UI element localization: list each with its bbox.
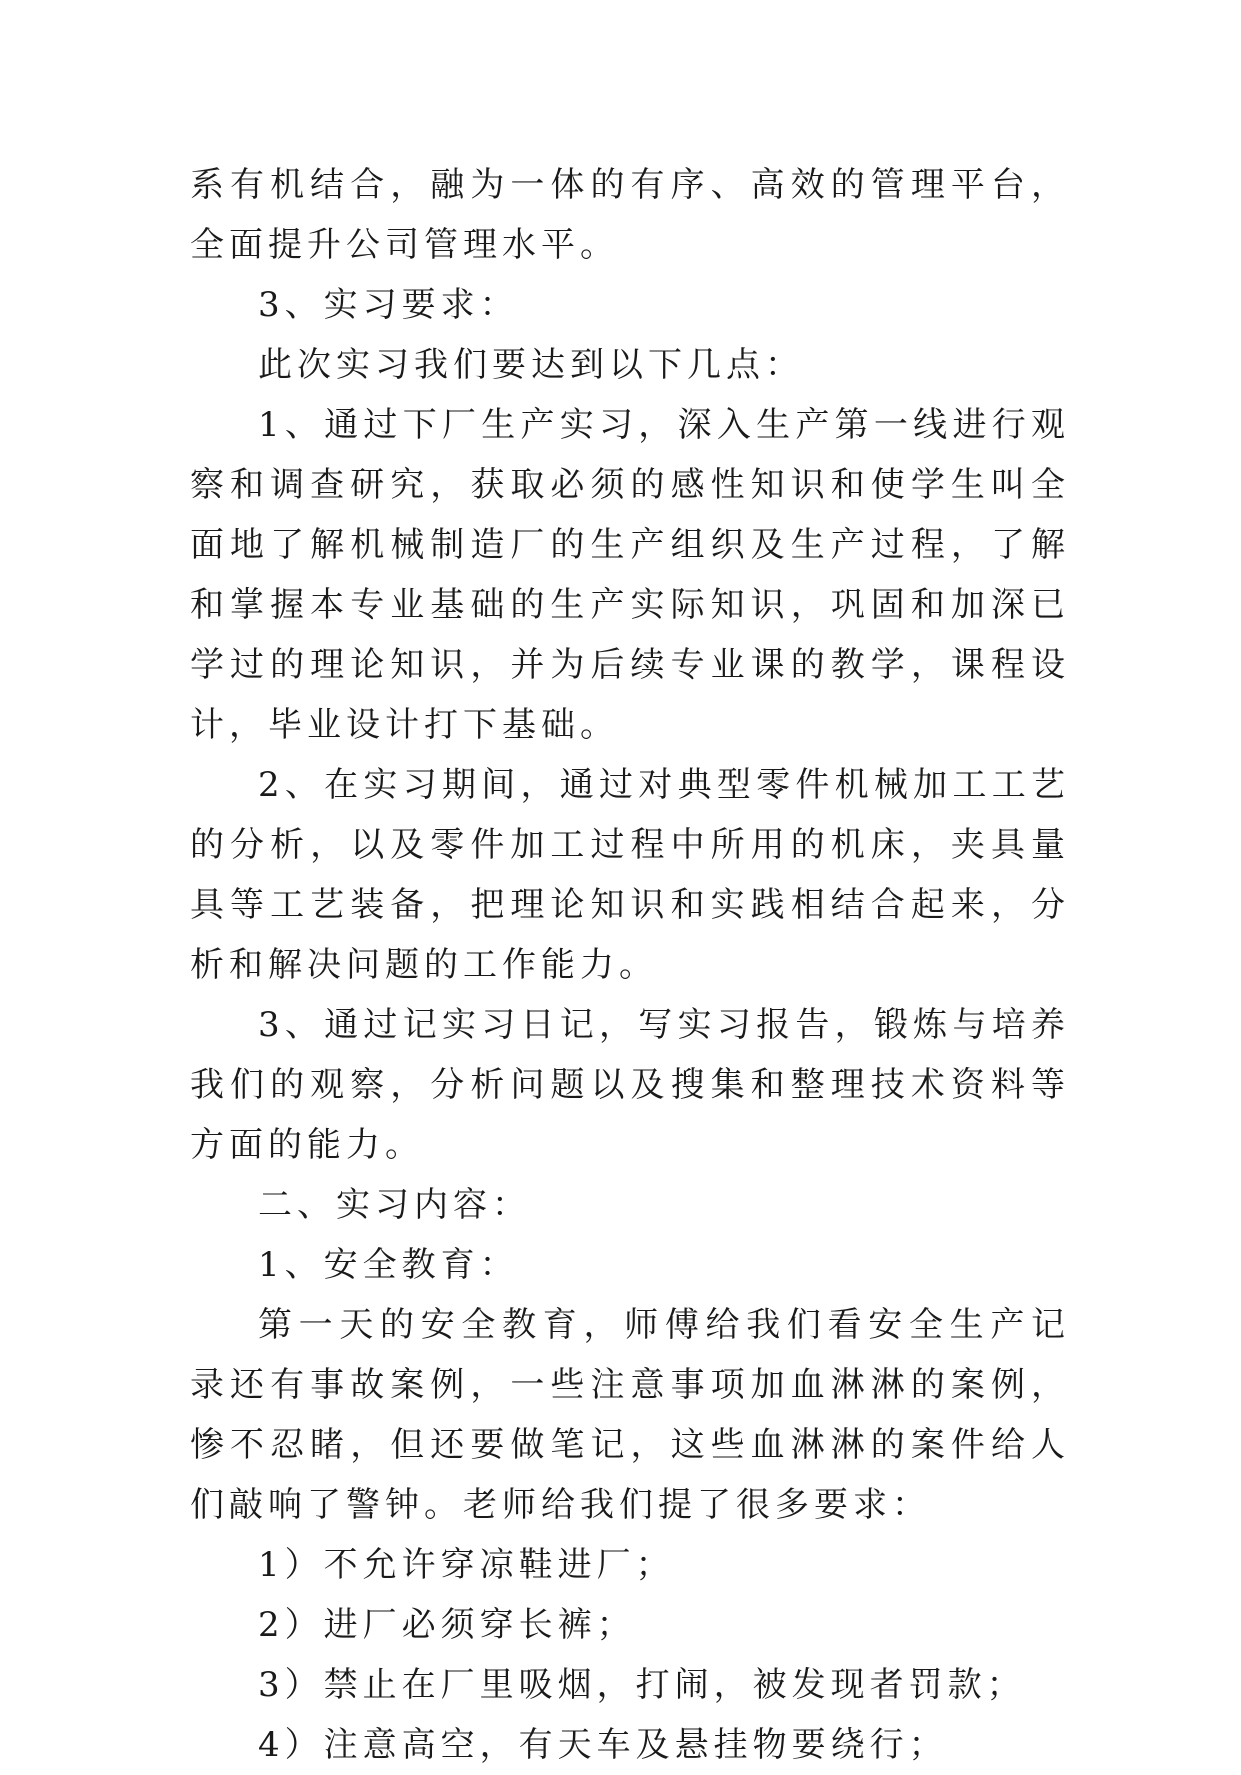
- list-item-rule-4: 4）注意高空，有天车及悬挂物要绕行；: [258, 1725, 948, 1765]
- document-body: [190, 155, 1070, 1775]
- list-item-rule-2: 2）进厂必须穿长裤；: [258, 1605, 636, 1645]
- paragraph-point-2: 2、在实习期间，通过对典型零件机械加工工艺的分析，以及零件加工过程中所用的机床，夹具量具等工艺装备，把理论知识和实践相结合起来，分析和解决问题的工作能力。: [190, 765, 1070, 985]
- list-item-rule-3: 3）禁止在厂里吸烟，打闹，被发现者罚款；: [258, 1665, 1026, 1705]
- paragraph-point-3: 3、通过记实习日记，写实习报告，锻炼与培养我们的观察，分析问题以及搜集和整理技术资料等方面的能力。: [190, 1005, 1070, 1165]
- paragraph-intro-points: 此次实习我们要达到以下几点：: [258, 345, 804, 385]
- paragraph-continuation: 系有机结合，融为一体的有序、高效的管理平台，全面提升公司管理水平。: [190, 165, 1070, 265]
- list-item-rule-1: 1）不允许穿凉鞋进厂；: [258, 1545, 675, 1585]
- paragraph-safety-education: 第一天的安全教育，师傅给我们看安全生产记录还有事故案例，一些注意事项加血淋淋的案例，惨不忍睹，但还要做笔记，这些血淋淋的案件给人们敲响了警钟。老师给我们提了很多要求：: [190, 1305, 1070, 1525]
- heading-internship-content: 二、实习内容：: [258, 1185, 531, 1225]
- heading-safety-education: 1、安全教育：: [258, 1245, 519, 1285]
- paragraph-point-1: 1、通过下厂生产实习，深入生产第一线进行观察和调查研究，获取必须的感性知识和使学生叫全面地了解机械制造厂的生产组织及生产过程，了解和掌握本专业基础的生产实际知识，巩固和加深已学过的理论知识，并为后续专业课的教学，课程设计，毕业设计打下基础。: [190, 405, 1070, 745]
- heading-internship-requirements: 3、实习要求：: [258, 285, 519, 325]
